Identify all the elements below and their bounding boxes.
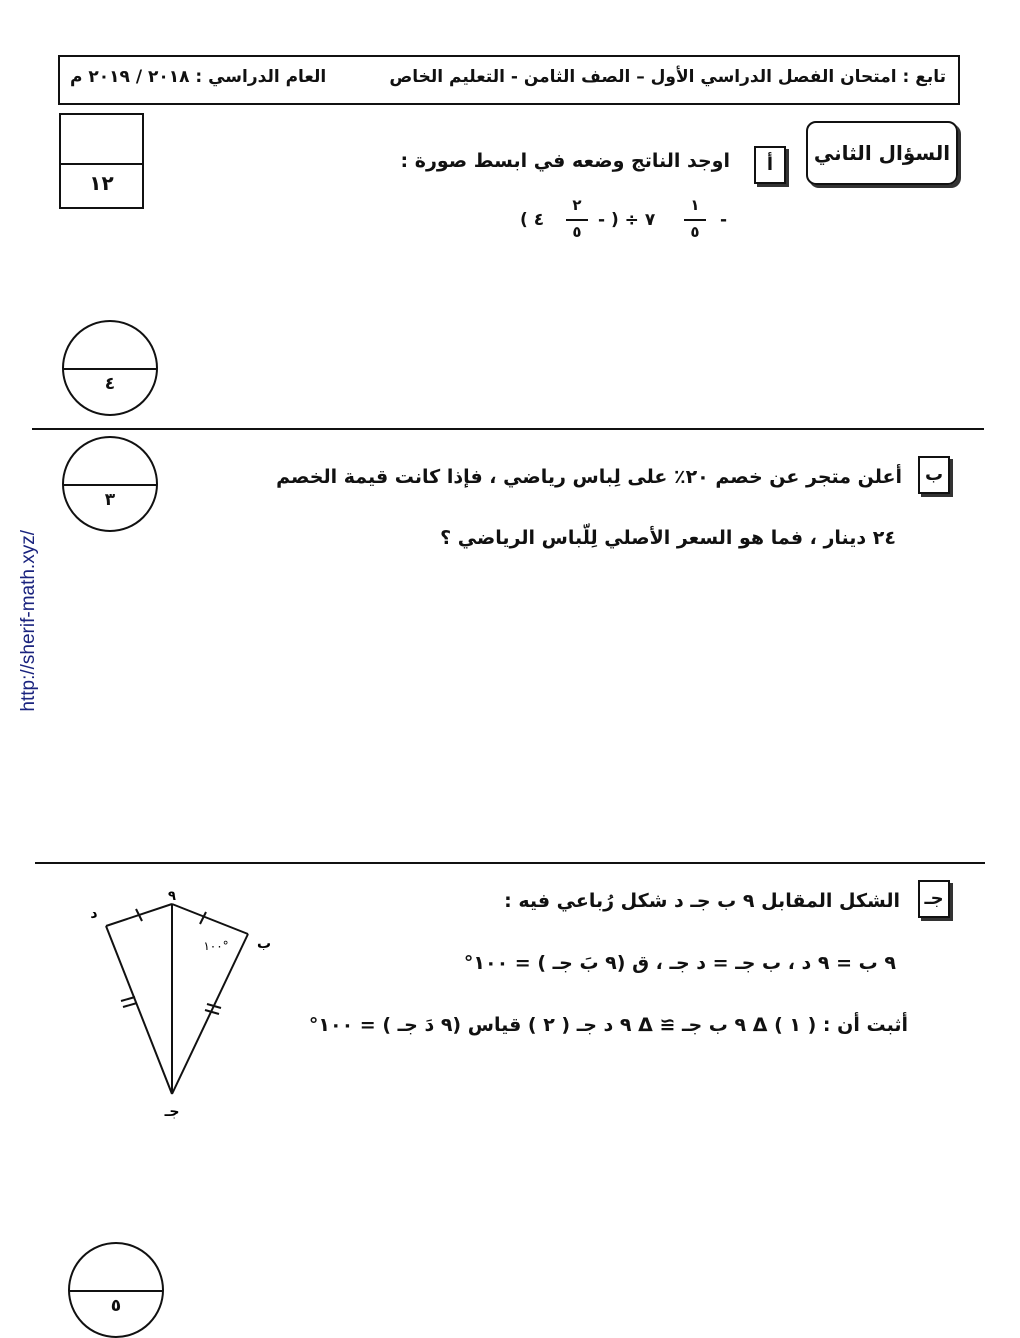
- part-b-mark-circle: [62, 436, 158, 532]
- kite-figure: [80, 888, 290, 1128]
- tick-dc-2: [123, 1003, 137, 1007]
- exam-title: تابع : امتحان الفصل الدراسي الأول – الصف الثامن - التعليم الخاص: [389, 67, 946, 87]
- part-c-line-1: الشكل المقابل ٩ ب جـ د شكل رُباعي فيه :: [504, 890, 900, 912]
- side-bc: [172, 934, 248, 1094]
- vertex-d-label: د: [90, 906, 98, 922]
- circle-divider: [64, 484, 156, 486]
- total-score-box: [59, 113, 144, 209]
- part-a-label: أ: [754, 146, 786, 184]
- frac1-denominator: ٥: [690, 223, 700, 241]
- vertex-c-label: جـ: [164, 1104, 180, 1120]
- expr-mid: - ) ÷ ٧: [598, 210, 656, 230]
- part-c-mark-circle: [68, 1242, 164, 1338]
- part-b-mark: ٣: [104, 490, 116, 510]
- expr-left: ( ٤: [520, 210, 545, 230]
- section-divider-1: [32, 428, 984, 430]
- exam-header: [58, 55, 960, 105]
- part-b-line-2: ٢٤ دينار ، فما هو السعر الأصلي لِلّباس الرياضي ؟: [440, 527, 896, 549]
- question-title: السؤال الثاني: [806, 121, 958, 185]
- academic-year: العام الدراسي : ٢٠١٨ / ٢٠١٩ م: [70, 67, 327, 87]
- part-a-prompt: اوجد الناتج وضعه في ابسط صورة :: [400, 150, 730, 172]
- frac2-numerator: ٢: [572, 196, 582, 214]
- vertex-b-label: ب: [256, 936, 272, 952]
- part-c-mark: ٥: [110, 1296, 122, 1316]
- section-divider-2: [35, 862, 985, 864]
- score-divider: [61, 163, 142, 165]
- part-a-mark: ٤: [104, 374, 116, 394]
- part-c-line-3: أثبت أن : ( ١ ) Δ ٩ ب جـ ≅ Δ ٩ د جـ ( ٢ ) قياس (٩ دَ جـ ) = ١٠٠°: [308, 1014, 908, 1036]
- frac1-numerator: ١: [690, 196, 700, 214]
- part-c-line-2: ٩ ب = ٩ د ، ب جـ = د جـ ، ق (٩ بَ جـ ) = ١٠٠°: [463, 952, 896, 974]
- vertex-a-label: ٩: [168, 889, 176, 904]
- side-dc: [106, 926, 172, 1094]
- circle-divider: [64, 368, 156, 370]
- frac2-bar: [566, 219, 588, 221]
- part-c-label: جـ: [918, 880, 950, 918]
- expr-right: -: [720, 210, 728, 230]
- frac1-bar: [684, 219, 706, 221]
- angle-b-label: ١٠٠°: [203, 939, 229, 953]
- frac2-denominator: ٥: [572, 223, 582, 241]
- website-link-text[interactable]: http://sherif-math.xyz/: [18, 530, 39, 712]
- total-score: ١٢: [89, 171, 114, 195]
- part-a-expression: [520, 196, 740, 246]
- website-link[interactable]: [18, 530, 46, 790]
- part-b-label: ب: [918, 456, 950, 494]
- tick-dc-1: [121, 997, 135, 1001]
- part-b-line-1: أعلن متجر عن خصم ٢٠٪ على لِباس رياضي ، فإذا كانت قيمة الخصم: [276, 466, 902, 488]
- part-a-mark-circle: [62, 320, 158, 416]
- circle-divider: [70, 1290, 162, 1292]
- side-ab: [172, 904, 248, 934]
